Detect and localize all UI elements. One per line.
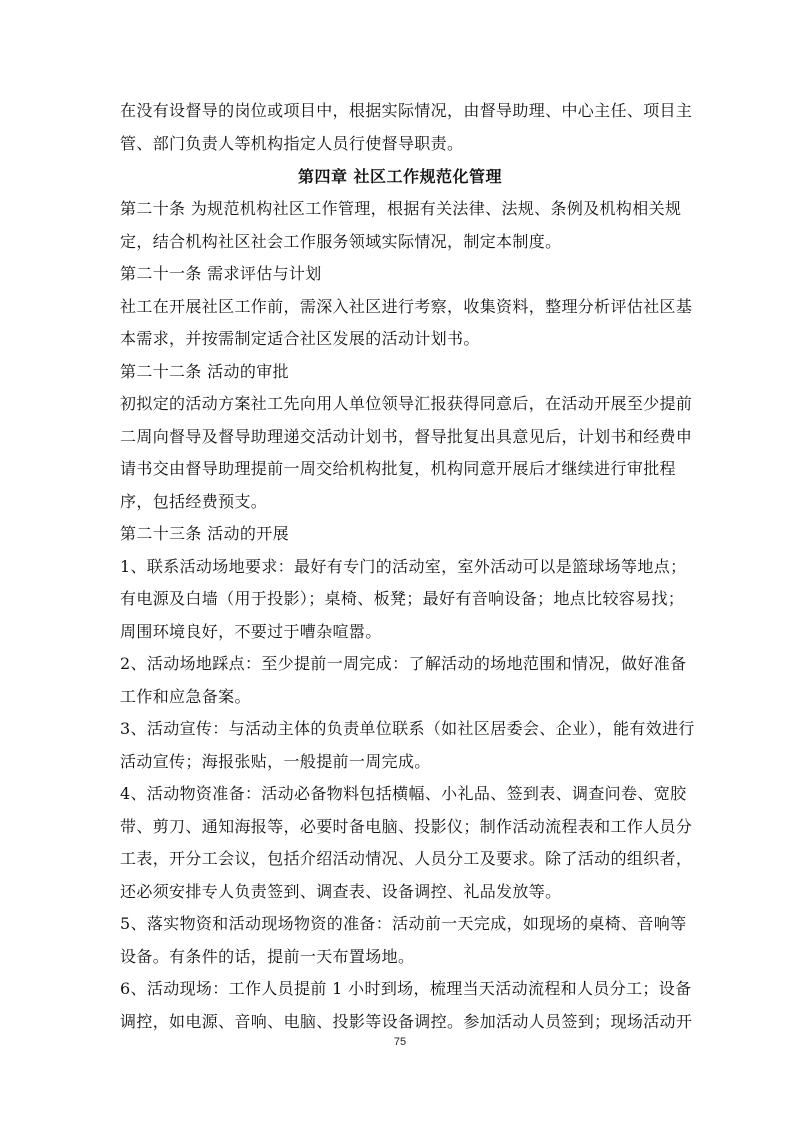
chapter-heading: 第四章 社区工作规范化管理 (297, 167, 503, 186)
text-line: 2、活动场地踩点：至少提前一周完成：了解活动的场地范围和情况，做好准备 (120, 654, 687, 673)
text-line: 初拟定的活动方案社工先向用人单位领导汇报获得同意后，在活动开展至少提前 (120, 394, 693, 413)
text-line: 1、联系活动场地要求：最好有专门的活动室，室外活动可以是篮球场等地点； (120, 557, 687, 576)
text-line: 4、活动物资准备：活动必备物料包括横幅、小礼品、签到表、调查问卷、宽胶 (120, 784, 687, 803)
text-line: 请书交由督导助理提前一周交给机构批复，机构同意开展后才继续进行审批程 (120, 459, 676, 478)
text-line: 活动宣传；海报张贴，一般提前一周完成。 (120, 752, 431, 771)
article-heading: 第二十条 为规范机构社区工作管理，根据有关法律、法规、条例及机构相关规 (120, 199, 682, 218)
text-line: 有电源及白墙（用于投影）；桌椅、板凳；最好有音响设备；地点比较容易找； (120, 589, 685, 608)
text-line: 序，包括经费预支。 (120, 492, 268, 511)
text-line: 社工在开展社区工作前，需深入社区进行考察，收集资料，整理分析评估社区基 (120, 297, 693, 316)
text-line: 3、活动宣传：与活动主体的负责单位联系（如社区居委会、企业），能有效进行 (120, 719, 695, 738)
text-line: 带、剪刀、通知海报等，必要时备电脑、投影仪；制作活动流程表和工作人员分 (120, 817, 693, 836)
text-line: 还必须安排专人负责签到、调查表、设备调控、礼品发放等。 (120, 882, 562, 901)
text-line: 二周向督导及督导助理递交活动计划书，督导批复出具意见后，计划书和经费申 (120, 427, 693, 446)
page-number: 75 (393, 1036, 407, 1048)
article-heading: 第二十二条 活动的审批 (120, 362, 289, 381)
text-line: 6、活动现场：工作人员提前 1 小时到场，梳理当天活动流程和人员分工；设备 (120, 979, 692, 998)
text-line: 管、部门负责人等机构指定人员行使督导职责。 (120, 134, 464, 153)
text-line: 工作和应急备案。 (120, 687, 251, 706)
text-line: 周围环境良好，不要过于嘈杂喧嚣。 (120, 622, 382, 641)
article-heading: 第二十一条 需求评估与计划 (120, 264, 322, 283)
text-line: 定，结合机构社区社会工作服务领域实际情况，制定本制度。 (120, 232, 562, 251)
text-line: 5、落实物资和活动现场物资的准备：活动前一天完成，如现场的桌椅、音响等 (120, 914, 687, 933)
text-line: 调控，如电源、音响、电脑、投影等设备调控。参加活动人员签到；现场活动开 (120, 1012, 693, 1031)
text-line: 在没有设督导的岗位或项目中，根据实际情况，由督导助理、中心主任、项目主 (120, 101, 693, 120)
text-line: 工表，开分工会议，包括介绍活动情况、人员分工及要求。除了活动的组织者， (120, 849, 693, 868)
text-line: 本需求，并按需制定适合社区发展的活动计划书。 (120, 329, 480, 348)
article-heading: 第二十三条 活动的开展 (120, 524, 289, 543)
text-line: 设备。有条件的话，提前一天布置场地。 (120, 947, 415, 966)
